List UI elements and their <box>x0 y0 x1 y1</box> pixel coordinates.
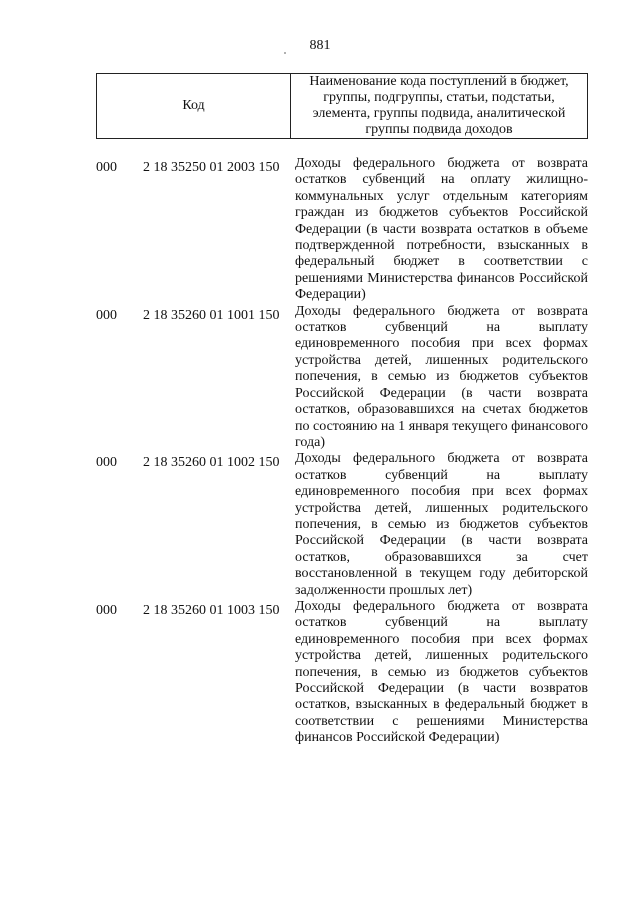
revenue-description: Доходы федерального бюджета от возврата остатков субвенций на выплату единовременного пособия при всех формах устройства детей, лишенных родительского попечения, в семью из бюджетов субъектов Российской Федерации (в части возвратов остатков, взысканных в федеральный бюджет в соответствии с решениями Министерства финансов Российской Федерации) <box>295 598 588 746</box>
revenue-code: 2 18 35250 01 2003 150 <box>143 160 280 175</box>
page-number: 881 <box>309 38 331 53</box>
table-body <box>96 156 588 747</box>
table-header <box>96 73 588 139</box>
revenue-description: Доходы федерального бюджета от возврата остатков субвенций на выплату единовременного пособия при всех формах устройства детей, лишенных родительского попечения, в семью из бюджетов субъектов Российской Федерации (в части возврата остатков, образовавшихся за счет восстановленной в текущем году дебиторской задолженности прошлых лет) <box>295 451 588 598</box>
revenue-description: Доходы федерального бюджета от возврата остатков субвенций на оплату жилищно-коммунальных услуг отдельным категориям граждан из бюджетов субъектов Российской Федерации (в части возврата остатков в объеме подтвержденной потребности, взысканных в федеральный бюджет в соответствии с решениями Министерства финансов Российской Федерации) <box>295 156 588 303</box>
admin-code: 000 <box>96 455 117 471</box>
revenue-code: 2 18 35260 01 1001 150 <box>143 307 280 323</box>
admin-code: 000 <box>96 602 117 618</box>
header-name-cell: Наименование кода поступлений в бюджет, группы, подгруппы, статьи, подстатьи, элемента, группы подвида, аналитической группы подвида доходов <box>309 74 569 137</box>
scan-speck <box>284 52 286 54</box>
admin-code: 000 <box>96 307 117 323</box>
table-row <box>96 599 588 747</box>
table-row <box>96 451 588 599</box>
revenue-code: 2 18 35260 01 1003 150 <box>143 602 280 618</box>
revenue-description: Доходы федерального бюджета от возврата остатков субвенций на выплату единовременного пособия при всех формах устройства детей, лишенных родительского попечения, в семью из бюджетов субъектов Российской Федерации (в части возврата остатков, образовавшихся на счетах бюджетов по состоянию на 1 января текущего финансового года) <box>295 303 588 450</box>
table-row <box>96 304 588 452</box>
admin-code: 000 <box>96 160 117 175</box>
header-code-cell: Код <box>97 74 291 138</box>
revenue-code: 2 18 35260 01 1002 150 <box>143 455 280 471</box>
table-row <box>96 156 588 304</box>
